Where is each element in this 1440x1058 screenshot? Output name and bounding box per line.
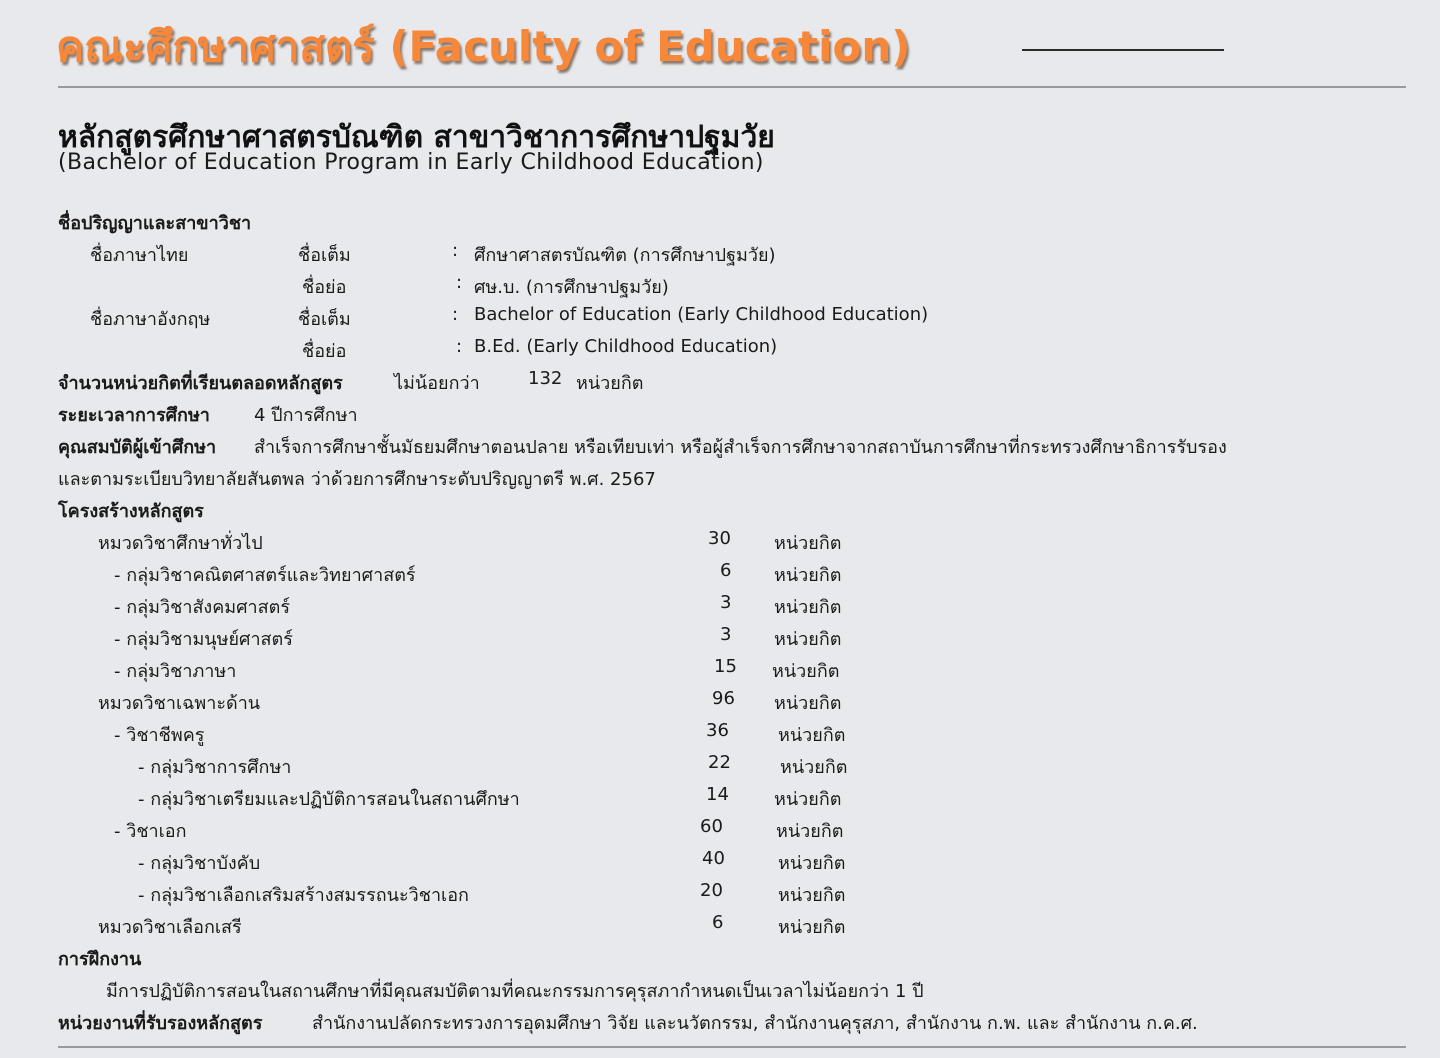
structure-row-credits: 20 [700, 880, 723, 901]
structure-row-unit: หน่วยกิต [774, 789, 842, 810]
header-rule [58, 86, 1406, 88]
colon: : [452, 304, 459, 325]
duration-value: 4 ปีการศึกษา [254, 405, 358, 426]
faculty-title: คณะศึกษาศาสตร์ (Faculty of Education) [56, 22, 911, 71]
structure-row-label: - วิชาชีพครู [114, 725, 205, 746]
program-title-thai: หลักสูตรศึกษาศาสตรบัณฑิต สาขาวิชาการศึกษาปฐมวัย [58, 120, 775, 155]
qualification-label: คุณสมบัติผู้เข้าศึกษา [58, 437, 217, 458]
structure-row-unit: หน่วยกิต [778, 917, 846, 938]
structure-row-label: - กลุ่มวิชาคณิตศาสตร์และวิทยาศาสตร์ [114, 565, 416, 586]
structure-row-unit: หน่วยกิต [780, 757, 848, 778]
qualification-text: สำเร็จการศึกษาชั้นมัธยมศึกษาตอนปลาย หรือเทียบเท่า หรือผู้สำเร็จการศึกษาจากสถาบันการศึกษาที่กระทรวงศึกษาธิการรับรอง [254, 437, 1227, 458]
thai-short-label: ชื่อย่อ [302, 277, 347, 298]
structure-row-unit: หน่วยกิต [774, 533, 842, 554]
structure-row-unit: หน่วยกิต [778, 725, 846, 746]
structure-row-unit: หน่วยกิต [778, 853, 846, 874]
structure-row-credits: 60 [700, 816, 723, 837]
structure-row-credits: 15 [714, 656, 737, 677]
practicum-text: มีการปฏิบัติการสอนในสถานศึกษาที่มีคุณสมบัติตามที่คณะกรรมการคุรุสภากำหนดเป็นเวลาไม่น้อยกว่า 1 ปี [106, 981, 924, 1002]
structure-row-unit: หน่วยกิต [774, 565, 842, 586]
structure-row-credits: 22 [708, 752, 731, 773]
structure-row-credits: 36 [706, 720, 729, 741]
structure-row-credits: 3 [720, 624, 732, 645]
structure-row-credits: 3 [720, 592, 732, 613]
credits-qualifier: ไม่น้อยกว่า [394, 373, 480, 394]
title-divider [1022, 49, 1224, 51]
duration-label: ระยะเวลาการศึกษา [58, 405, 210, 426]
colon: : [456, 336, 463, 357]
english-short-name: B.Ed. (Early Childhood Education) [474, 336, 778, 357]
program-title-english: (Bachelor of Education Program in Early Childhood Education) [58, 150, 764, 175]
thai-name-label: ชื่อภาษาไทย [90, 245, 189, 266]
english-short-label: ชื่อย่อ [302, 341, 347, 362]
structure-row-unit: หน่วยกิต [774, 693, 842, 714]
structure-row-credits: 96 [712, 688, 735, 709]
structure-row-label: - กลุ่มวิชาเตรียมและปฏิบัติการสอนในสถานศึกษา [138, 789, 520, 810]
structure-row-credits: 40 [702, 848, 725, 869]
structure-row-label: - กลุ่มวิชาการศึกษา [138, 757, 292, 778]
english-full-name: Bachelor of Education (Early Childhood Education) [474, 304, 929, 325]
structure-row-credits: 6 [712, 912, 724, 933]
thai-full-name: ศึกษาศาสตรบัณฑิต (การศึกษาปฐมวัย) [474, 245, 776, 266]
accreditation-label: หน่วยงานที่รับรองหลักสูตร [58, 1013, 263, 1034]
structure-row-label: - กลุ่มวิชาสังคมศาสตร์ [114, 597, 291, 618]
qualification-text-cont: และตามระเบียบวิทยาลัยสันตพล ว่าด้วยการศึกษาระดับปริญญาตรี พ.ศ. 2567 [58, 469, 656, 490]
credits-value: 132 [528, 368, 563, 389]
degree-heading: ชื่อปริญญาและสาขาวิชา [58, 213, 252, 234]
structure-row-label: - กลุ่มวิชาบังคับ [138, 853, 261, 874]
structure-heading: โครงสร้างหลักสูตร [58, 501, 204, 522]
practicum-heading: การฝึกงาน [58, 949, 142, 970]
colon: : [452, 240, 459, 261]
structure-row-label: - กลุ่มวิชาเลือกเสริมสร้างสมรรถนะวิชาเอก [138, 885, 469, 906]
structure-row-label: หมวดวิชาเฉพาะด้าน [98, 693, 261, 714]
thai-full-label: ชื่อเต็ม [298, 245, 351, 266]
accreditation-text: สำนักงานปลัดกระทรวงการอุดมศึกษา วิจัย และนวัตกรรม, สำนักงานคุรุสภา, สำนักงาน ก.พ. และ สำนักงาน ก.ค.ศ. [312, 1013, 1198, 1034]
structure-row-label: - กลุ่มวิชาภาษา [114, 661, 237, 682]
structure-row-unit: หน่วยกิต [776, 821, 844, 842]
structure-row-credits: 30 [708, 528, 731, 549]
credits-unit: หน่วยกิต [576, 373, 644, 394]
structure-row-label: - วิชาเอก [114, 821, 187, 842]
structure-row-unit: หน่วยกิต [778, 885, 846, 906]
footer-rule [58, 1046, 1406, 1048]
english-full-label: ชื่อเต็ม [298, 309, 351, 330]
english-name-label: ชื่อภาษาอังกฤษ [90, 309, 211, 330]
structure-row-unit: หน่วยกิต [772, 661, 840, 682]
thai-short-name: ศษ.บ. (การศึกษาปฐมวัย) [474, 277, 669, 298]
structure-row-label: - กลุ่มวิชามนุษย์ศาสตร์ [114, 629, 293, 650]
credits-label: จำนวนหน่วยกิตที่เรียนตลอดหลักสูตร [58, 373, 343, 394]
structure-row-label: หมวดวิชาศึกษาทั่วไป [98, 533, 263, 554]
structure-row-unit: หน่วยกิต [774, 597, 842, 618]
structure-row-credits: 6 [720, 560, 732, 581]
structure-row-credits: 14 [706, 784, 729, 805]
structure-row-label: หมวดวิชาเลือกเสรี [98, 917, 242, 938]
colon: : [456, 272, 463, 293]
structure-row-unit: หน่วยกิต [774, 629, 842, 650]
